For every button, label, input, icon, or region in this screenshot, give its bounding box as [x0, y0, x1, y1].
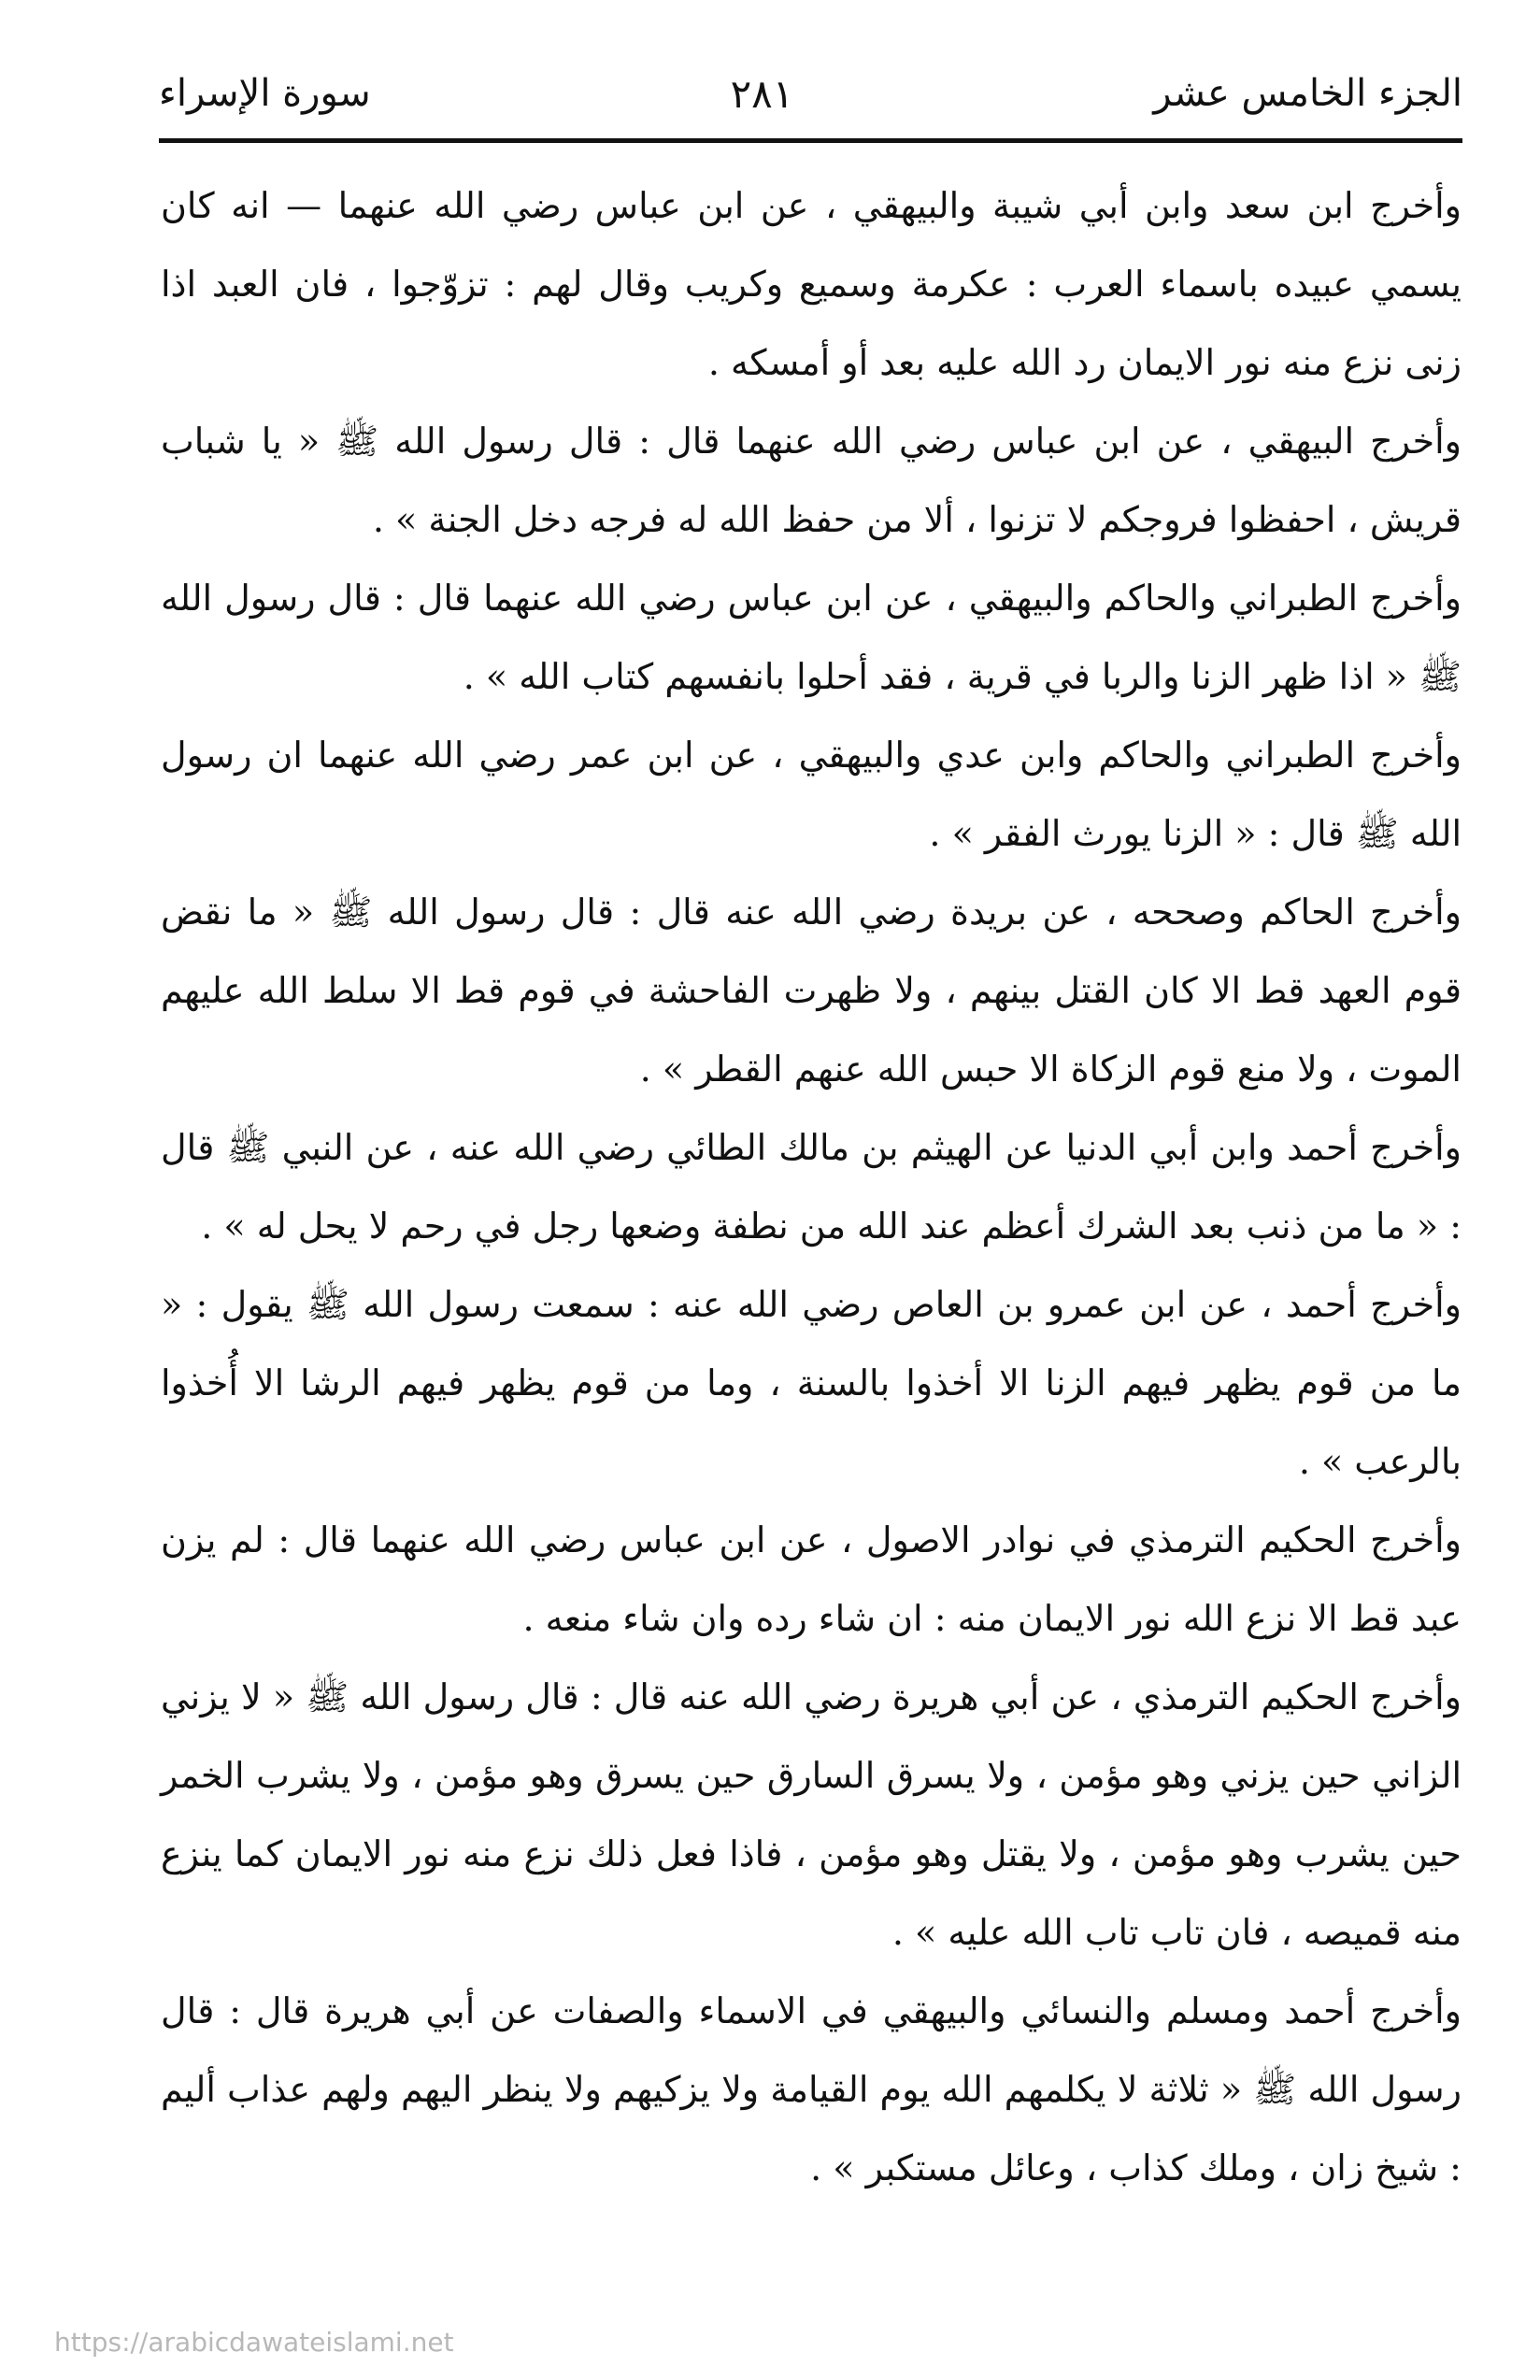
watermark-url: https://arabicdawateislami.net	[54, 2327, 454, 2358]
paragraph-2: وأخرج البيهقي ، عن ابن عباس رضي الله عنهما قال : قال رسول الله ﷺ « يا شباب قريش ، احفظوا فروجكم لا تزنوا ، ألا من حفظ الله له فرجه دخل الجنة » .	[161, 420, 1462, 540]
paragraph-5: وأخرج الحاكم وصححه ، عن بريدة رضي الله عنه قال : قال رسول الله ﷺ « ما نقض قوم العهد قط الا كان القتل بينهم ، ولا ظهرت الفاحشة في قوم قط الا سلط الله عليهم الموت ، ولا منع قوم الزكاة الا حبس الله عنهم القطر » .	[161, 891, 1462, 1090]
surah-title: سورة الإسراء	[159, 72, 371, 115]
page-number: ٢٨١	[730, 70, 794, 117]
paragraph-1: وأخرج ابن سعد وابن أبي شيبة والبيهقي ، عن ابن عباس رضي الله عنهما — انه كان يسمي عبيده باسماء العرب : عكرمة وسميع وكريب وقال لهم : تزوّجوا ، فان العبد اذا زنى نزع منه نور الايمان رد الله عليه بعد أو أمسكه .	[161, 185, 1462, 383]
paragraph-9: وأخرج الحكيم الترمذي ، عن أبي هريرة رضي الله عنه قال : قال رسول الله ﷺ « لا يزني الزاني حين يزني وهو مؤمن ، ولا يسرق السارق حين يسرق وهو مؤمن ، ولا يشرب الخمر حين يشرب وهو مؤمن ، ولا يقتل وهو مؤمن ، فاذا فعل ذلك نزع منه نور الايمان كما ينزع منه قميصه ، فان تاب تاب الله عليه » .	[161, 1676, 1462, 1953]
juz-title: الجزء الخامس عشر	[1153, 72, 1462, 115]
page-body	[161, 166, 1462, 2207]
page-header	[159, 56, 1462, 131]
header-rule	[159, 138, 1462, 143]
paragraph-7: وأخرج أحمد ، عن ابن عمرو بن العاص رضي الله عنه : سمعت رسول الله ﷺ يقول : « ما من قوم يظهر فيهم الزنا الا أخذوا بالسنة ، وما من قوم يظهر فيهم الرشا الا أُخذوا بالرعب » .	[161, 1284, 1462, 1482]
paragraph-4: وأخرج الطبراني والحاكم وابن عدي والبيهقي ، عن ابن عمر رضي الله عنهما ان رسول الله ﷺ قال : « الزنا يورث الفقر » .	[161, 734, 1462, 854]
paragraph-6: وأخرج أحمد وابن أبي الدنيا عن الهيثم بن مالك الطائي رضي الله عنه ، عن النبي ﷺ قال : « ما من ذنب بعد الشرك أعظم عند الله من نطفة وضعها رجل في رحم لا يحل له » .	[161, 1127, 1462, 1247]
paragraph-8: وأخرج الحكيم الترمذي في نوادر الاصول ، عن ابن عباس رضي الله عنهما قال : لم يزن عبد قط الا نزع الله نور الايمان منه : ان شاء رده وان شاء منعه .	[161, 1519, 1462, 1639]
paragraph-3: وأخرج الطبراني والحاكم والبيهقي ، عن ابن عباس رضي الله عنهما قال : قال رسول الله ﷺ « اذا ظهر الزنا والربا في قرية ، فقد أحلوا بانفسهم كتاب الله » .	[161, 577, 1462, 697]
paragraph-10: وأخرج أحمد ومسلم والنسائي والبيهقي في الاسماء والصفات عن أبي هريرة قال : قال رسول الله ﷺ « ثلاثة لا يكلمهم الله يوم القيامة ولا يزكيهم ولا ينظر اليهم ولهم عذاب أليم : شيخ زان ، وملك كذاب ، وعائل مستكبر » .	[161, 1990, 1462, 2188]
